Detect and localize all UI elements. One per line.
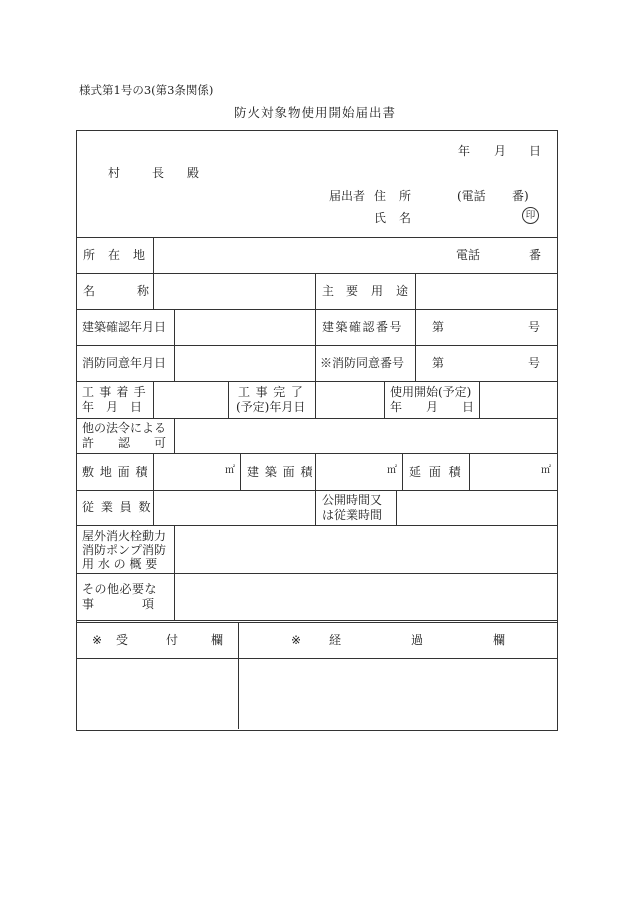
name-input[interactable] — [155, 275, 313, 307]
name-row-label-2: 称 — [137, 284, 150, 298]
construction-end-input[interactable] — [317, 383, 382, 416]
form-title: 防火対象物使用開始届出書 — [233, 105, 396, 120]
employees-input[interactable] — [155, 492, 313, 523]
reception-1: 受 — [116, 633, 129, 647]
date-day[interactable]: 日 — [529, 144, 542, 158]
construction-end-label-1: 工 事 完 了 — [238, 385, 304, 399]
addressee-village: 村 — [108, 166, 121, 180]
construction-start-label-2: 年 月 日 — [82, 400, 143, 414]
construction-start-input[interactable] — [155, 383, 226, 416]
progress-2: 過 — [411, 633, 424, 647]
construction-end-label-2: (予定)年月日 — [236, 400, 306, 414]
fire-consent-date-input[interactable] — [176, 347, 313, 379]
other-law-input[interactable] — [176, 420, 555, 451]
main-use-4: 途 — [396, 284, 409, 298]
outdoor-hydrant-label-3: 用 水 の 概 要 — [82, 557, 158, 571]
use-start-label-2: 年 月 日 — [390, 400, 475, 414]
progress-box[interactable] — [240, 660, 555, 727]
building-confirm-date-label: 建築確認年月日 — [82, 320, 167, 334]
date-year[interactable]: 年 — [458, 144, 471, 158]
reception-3: 欄 — [211, 633, 224, 647]
reception-mark: ※ — [92, 633, 103, 647]
location-phone-label[interactable]: 電話 — [456, 248, 481, 262]
total-floor-area-label: 延 面 積 — [409, 465, 463, 479]
main-use-2: 要 — [346, 284, 359, 298]
reception-box[interactable] — [78, 660, 236, 727]
date-month[interactable]: 月 — [494, 144, 507, 158]
addressee-head: 長 — [152, 166, 165, 180]
total-floor-area-unit: ㎡ — [541, 465, 551, 476]
building-area-label: 建 築 面 積 — [247, 465, 314, 479]
other-items-label-2: 事 項 — [82, 597, 155, 611]
site-area-unit: ㎡ — [225, 465, 235, 476]
name-label-2: 名 — [399, 211, 412, 225]
use-start-label-1: 使用開始(予定) — [390, 385, 472, 399]
progress-1: 経 — [329, 633, 342, 647]
building-confirm-number-label: 建築確認番号 — [322, 320, 404, 334]
other-law-label-2: 許 認 可 — [82, 436, 167, 450]
other-items-label-1: その他必要な — [82, 582, 158, 596]
location-label-1: 所 — [83, 248, 96, 262]
progress-mark: ※ — [291, 633, 302, 647]
main-use-input[interactable] — [417, 275, 555, 307]
site-area-label: 敷 地 面 積 — [82, 465, 149, 479]
use-start-input[interactable] — [481, 383, 555, 416]
name-label-1: 氏 — [374, 211, 387, 225]
main-use-1: 主 — [322, 284, 335, 298]
building-confirm-date-input[interactable] — [176, 311, 313, 343]
reception-2: 付 — [166, 633, 179, 647]
main-use-3: 用 — [371, 284, 384, 298]
name-row-label-1: 名 — [83, 284, 96, 298]
phone-close[interactable]: 番) — [512, 189, 529, 203]
other-items-input[interactable] — [176, 575, 555, 618]
address-label-1: 住 — [374, 189, 387, 203]
open-hours-label-1: 公開時間又 — [322, 493, 383, 507]
outdoor-hydrant-input[interactable] — [176, 527, 555, 571]
fire-consent-number-label: ※消防同意番号 — [320, 356, 405, 370]
progress-3: 欄 — [493, 633, 506, 647]
construction-start-label-1: 工 事 着 手 — [82, 385, 147, 399]
other-law-label-1: 他の法令による — [82, 421, 167, 435]
location-input[interactable] — [155, 239, 445, 271]
fire-consent-go[interactable]: 号 — [528, 356, 541, 370]
employees-label: 従 業 員 数 — [82, 500, 152, 514]
outdoor-hydrant-label-1: 屋外消火栓動力 — [82, 529, 167, 543]
notifier-label: 届出者 — [329, 189, 366, 203]
seal-mark[interactable]: 印 — [522, 207, 539, 224]
form-number: 様式第1号の3(第3条関係) — [79, 83, 214, 97]
outdoor-hydrant-label-2: 消防ポンプ消防 — [82, 543, 167, 557]
building-confirm-go[interactable]: 号 — [528, 320, 541, 334]
building-area-unit: ㎡ — [387, 465, 397, 476]
open-hours-input[interactable] — [398, 492, 555, 523]
location-phone-ban[interactable]: 番 — [529, 248, 542, 262]
building-confirm-dai[interactable]: 第 — [432, 320, 445, 334]
phone-open[interactable]: (電話 — [457, 189, 486, 203]
open-hours-label-2: は従業時間 — [322, 508, 383, 522]
addressee-honorific: 殿 — [187, 166, 200, 180]
fire-consent-dai[interactable]: 第 — [432, 356, 445, 370]
location-label-2: 在 — [108, 248, 121, 262]
address-label-2: 所 — [399, 189, 412, 203]
location-label-3: 地 — [133, 248, 146, 262]
fire-consent-date-label: 消防同意年月日 — [82, 356, 167, 370]
